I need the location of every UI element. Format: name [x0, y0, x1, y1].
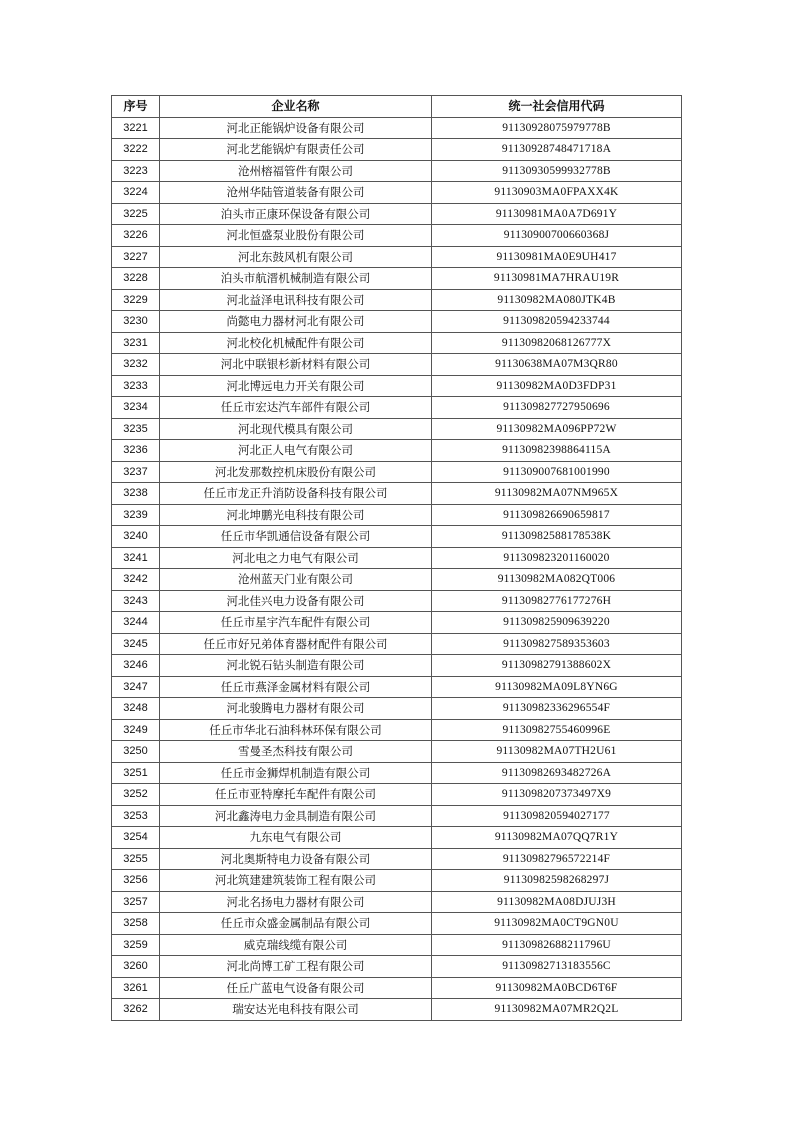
row-seq-cell: 3239 — [112, 504, 160, 526]
row-credit-code-cell: 91130982336296554F — [432, 698, 682, 720]
table-row — [112, 827, 682, 849]
row-credit-code-cell: 91130982MA07NM965X — [432, 483, 682, 505]
row-credit-code-cell: 91130982398864115A — [432, 440, 682, 462]
row-credit-code-cell: 91130982796572214F — [432, 848, 682, 870]
row-seq-cell: 3240 — [112, 526, 160, 548]
row-seq-cell: 3231 — [112, 332, 160, 354]
table-body — [112, 117, 682, 1020]
table-row — [112, 547, 682, 569]
table-row — [112, 934, 682, 956]
row-seq-cell: 3227 — [112, 246, 160, 268]
table-row — [112, 762, 682, 784]
row-seq-cell: 3244 — [112, 612, 160, 634]
row-seq-cell: 3230 — [112, 311, 160, 333]
table-row — [112, 289, 682, 311]
row-credit-code-cell: 91130928075979778B — [432, 117, 682, 139]
row-company-name-cell: 河北益泽电讯科技有限公司 — [160, 289, 432, 311]
row-seq-cell: 3226 — [112, 225, 160, 247]
row-company-name-cell: 任丘市华北石油科林环保有限公司 — [160, 719, 432, 741]
row-seq-cell: 3252 — [112, 784, 160, 806]
row-seq-cell: 3228 — [112, 268, 160, 290]
table-row — [112, 268, 682, 290]
table-row — [112, 311, 682, 333]
row-credit-code-cell: 91130982776177276H — [432, 590, 682, 612]
row-seq-cell: 3236 — [112, 440, 160, 462]
row-seq-cell: 3238 — [112, 483, 160, 505]
table-row — [112, 612, 682, 634]
row-credit-code-cell: 91130982MA080JTK4B — [432, 289, 682, 311]
table-row — [112, 117, 682, 139]
row-seq-cell: 3256 — [112, 870, 160, 892]
row-seq-cell: 3222 — [112, 139, 160, 161]
row-credit-code-cell: 91130982MA0CT9GN0U — [432, 913, 682, 935]
row-company-name-cell: 河北正人电气有限公司 — [160, 440, 432, 462]
table-row — [112, 999, 682, 1021]
row-seq-cell: 3253 — [112, 805, 160, 827]
row-credit-code-cell: 91130928748471718A — [432, 139, 682, 161]
row-credit-code-cell: 911309827727950696 — [432, 397, 682, 419]
row-company-name-cell: 河北艺能锅炉有限责任公司 — [160, 139, 432, 161]
row-company-name-cell: 河北恒盛泵业股份有限公司 — [160, 225, 432, 247]
table-row — [112, 483, 682, 505]
table-header-row — [112, 96, 682, 118]
row-company-name-cell: 沧州华陆管道装备有限公司 — [160, 182, 432, 204]
table-row — [112, 590, 682, 612]
table-row — [112, 160, 682, 182]
table-row — [112, 332, 682, 354]
table-row — [112, 633, 682, 655]
row-seq-cell: 3229 — [112, 289, 160, 311]
row-credit-code-cell: 91130982MA08DJUJ3H — [432, 891, 682, 913]
row-company-name-cell: 任丘市众盛金属制品有限公司 — [160, 913, 432, 935]
row-credit-code-cell: 91130982MA082QT006 — [432, 569, 682, 591]
row-credit-code-cell: 91130982MA07MR2Q2L — [432, 999, 682, 1021]
row-credit-code-cell: 91130982791388602X — [432, 655, 682, 677]
table-row — [112, 225, 682, 247]
row-seq-cell: 3258 — [112, 913, 160, 935]
row-company-name-cell: 河北骏腾电力器材有限公司 — [160, 698, 432, 720]
row-company-name-cell: 河北佳兴电力设备有限公司 — [160, 590, 432, 612]
table-row — [112, 246, 682, 268]
row-company-name-cell: 河北东鼓风机有限公司 — [160, 246, 432, 268]
row-company-name-cell: 雪曼圣杰科技有限公司 — [160, 741, 432, 763]
table-row — [112, 784, 682, 806]
row-credit-code-cell: 91130903MA0FPAXX4K — [432, 182, 682, 204]
row-company-name-cell: 河北奥斯特电力设备有限公司 — [160, 848, 432, 870]
row-company-name-cell: 河北坤鹏光电科技有限公司 — [160, 504, 432, 526]
row-credit-code-cell: 91130982MA0BCD6T6F — [432, 977, 682, 999]
table-row — [112, 848, 682, 870]
table-row — [112, 504, 682, 526]
table-row — [112, 182, 682, 204]
row-seq-cell: 3249 — [112, 719, 160, 741]
table-row — [112, 440, 682, 462]
table-row — [112, 354, 682, 376]
row-credit-code-cell: 91130982MA07QQ7R1Y — [432, 827, 682, 849]
row-credit-code-cell: 911309820594233744 — [432, 311, 682, 333]
row-company-name-cell: 任丘市星宇汽车配件有限公司 — [160, 612, 432, 634]
row-seq-cell: 3221 — [112, 117, 160, 139]
row-company-name-cell: 任丘市龙正升消防设备科技有限公司 — [160, 483, 432, 505]
row-credit-code-cell: 91130982688211796U — [432, 934, 682, 956]
row-credit-code-cell: 91130982MA09L8YN6G — [432, 676, 682, 698]
row-seq-cell: 3257 — [112, 891, 160, 913]
row-seq-cell: 3223 — [112, 160, 160, 182]
row-seq-cell: 3241 — [112, 547, 160, 569]
row-seq-cell: 3251 — [112, 762, 160, 784]
row-company-name-cell: 河北尚博工矿工程有限公司 — [160, 956, 432, 978]
row-company-name-cell: 河北现代模具有限公司 — [160, 418, 432, 440]
row-company-name-cell: 任丘市燕泽金属材料有限公司 — [160, 676, 432, 698]
row-seq-cell: 3250 — [112, 741, 160, 763]
row-company-name-cell: 沧州榕福管件有限公司 — [160, 160, 432, 182]
row-company-name-cell: 河北电之力电气有限公司 — [160, 547, 432, 569]
table-row — [112, 526, 682, 548]
row-company-name-cell: 河北中联银杉新材料有限公司 — [160, 354, 432, 376]
row-seq-cell: 3262 — [112, 999, 160, 1021]
row-credit-code-cell: 911309826690659817 — [432, 504, 682, 526]
row-credit-code-cell: 91130982068126777X — [432, 332, 682, 354]
row-seq-cell: 3242 — [112, 569, 160, 591]
header-credit-code: 统一社会信用代码 — [432, 96, 682, 118]
table-row — [112, 397, 682, 419]
row-credit-code-cell: 91130982MA0D3FDP31 — [432, 375, 682, 397]
row-credit-code-cell: 91130930599932778B — [432, 160, 682, 182]
row-company-name-cell: 九东电气有限公司 — [160, 827, 432, 849]
row-credit-code-cell: 91130982755460996E — [432, 719, 682, 741]
row-company-name-cell: 任丘市华凯通信设备有限公司 — [160, 526, 432, 548]
row-company-name-cell: 任丘市好兄弟体育器材配件有限公司 — [160, 633, 432, 655]
row-seq-cell: 3232 — [112, 354, 160, 376]
row-credit-code-cell: 911309007681001990 — [432, 461, 682, 483]
table-row — [112, 461, 682, 483]
table-row — [112, 655, 682, 677]
row-credit-code-cell: 911309823201160020 — [432, 547, 682, 569]
row-seq-cell: 3224 — [112, 182, 160, 204]
row-company-name-cell: 河北发那数控机床股份有限公司 — [160, 461, 432, 483]
row-seq-cell: 3260 — [112, 956, 160, 978]
table-row — [112, 676, 682, 698]
row-seq-cell: 3248 — [112, 698, 160, 720]
row-credit-code-cell: 91130900700660368J — [432, 225, 682, 247]
row-seq-cell: 3261 — [112, 977, 160, 999]
row-company-name-cell: 河北名扬电力器材有限公司 — [160, 891, 432, 913]
row-seq-cell: 3246 — [112, 655, 160, 677]
row-seq-cell: 3233 — [112, 375, 160, 397]
row-credit-code-cell: 91130638MA07M3QR80 — [432, 354, 682, 376]
table-row — [112, 203, 682, 225]
table-row — [112, 870, 682, 892]
row-company-name-cell: 尚懿电力器材河北有限公司 — [160, 311, 432, 333]
table-row — [112, 891, 682, 913]
row-seq-cell: 3259 — [112, 934, 160, 956]
row-company-name-cell: 威克瑞线缆有限公司 — [160, 934, 432, 956]
row-credit-code-cell: 911309825909639220 — [432, 612, 682, 634]
row-credit-code-cell: 91130982588178538K — [432, 526, 682, 548]
row-company-name-cell: 河北校化机械配件有限公司 — [160, 332, 432, 354]
row-credit-code-cell: 91130982693482726A — [432, 762, 682, 784]
row-seq-cell: 3225 — [112, 203, 160, 225]
table-row — [112, 569, 682, 591]
row-company-name-cell: 河北筑建建筑装饰工程有限公司 — [160, 870, 432, 892]
row-credit-code-cell: 911309820594027177 — [432, 805, 682, 827]
row-company-name-cell: 沧州蓝天门业有限公司 — [160, 569, 432, 591]
row-credit-code-cell: 91130981MA0A7D691Y — [432, 203, 682, 225]
table-row — [112, 698, 682, 720]
table-row — [112, 805, 682, 827]
row-seq-cell: 3237 — [112, 461, 160, 483]
row-company-name-cell: 河北正能锅炉设备有限公司 — [160, 117, 432, 139]
row-seq-cell: 3235 — [112, 418, 160, 440]
row-company-name-cell: 瑞安达光电科技有限公司 — [160, 999, 432, 1021]
row-seq-cell: 3245 — [112, 633, 160, 655]
row-seq-cell: 3254 — [112, 827, 160, 849]
table-row — [112, 139, 682, 161]
table-row — [112, 741, 682, 763]
row-company-name-cell: 河北博远电力开关有限公司 — [160, 375, 432, 397]
table-row — [112, 977, 682, 999]
header-company-name: 企业名称 — [160, 96, 432, 118]
row-credit-code-cell: 91130982MA096PP72W — [432, 418, 682, 440]
company-credit-table-section — [111, 95, 681, 1021]
row-company-name-cell: 泊头市航溍机械制造有限公司 — [160, 268, 432, 290]
row-credit-code-cell: 9113098207373497X9 — [432, 784, 682, 806]
row-credit-code-cell: 91130982598268297J — [432, 870, 682, 892]
company-credit-table — [111, 95, 682, 1021]
row-credit-code-cell: 91130982MA07TH2U61 — [432, 741, 682, 763]
row-credit-code-cell: 91130981MA7HRAU19R — [432, 268, 682, 290]
row-credit-code-cell: 91130981MA0E9UH417 — [432, 246, 682, 268]
row-company-name-cell: 河北锐石钻头制造有限公司 — [160, 655, 432, 677]
table-row — [112, 956, 682, 978]
row-credit-code-cell: 911309827589353603 — [432, 633, 682, 655]
row-company-name-cell: 任丘广蓝电气设备有限公司 — [160, 977, 432, 999]
table-row — [112, 913, 682, 935]
header-seq: 序号 — [112, 96, 160, 118]
row-company-name-cell: 任丘市宏达汽车部件有限公司 — [160, 397, 432, 419]
table-row — [112, 375, 682, 397]
row-seq-cell: 3243 — [112, 590, 160, 612]
row-seq-cell: 3247 — [112, 676, 160, 698]
table-row — [112, 719, 682, 741]
table-row — [112, 418, 682, 440]
row-company-name-cell: 任丘市亚特摩托车配件有限公司 — [160, 784, 432, 806]
row-seq-cell: 3234 — [112, 397, 160, 419]
row-company-name-cell: 任丘市金狮焊机制造有限公司 — [160, 762, 432, 784]
row-credit-code-cell: 91130982713183556C — [432, 956, 682, 978]
row-company-name-cell: 河北鑫涛电力金具制造有限公司 — [160, 805, 432, 827]
row-seq-cell: 3255 — [112, 848, 160, 870]
row-company-name-cell: 泊头市正康环保设备有限公司 — [160, 203, 432, 225]
